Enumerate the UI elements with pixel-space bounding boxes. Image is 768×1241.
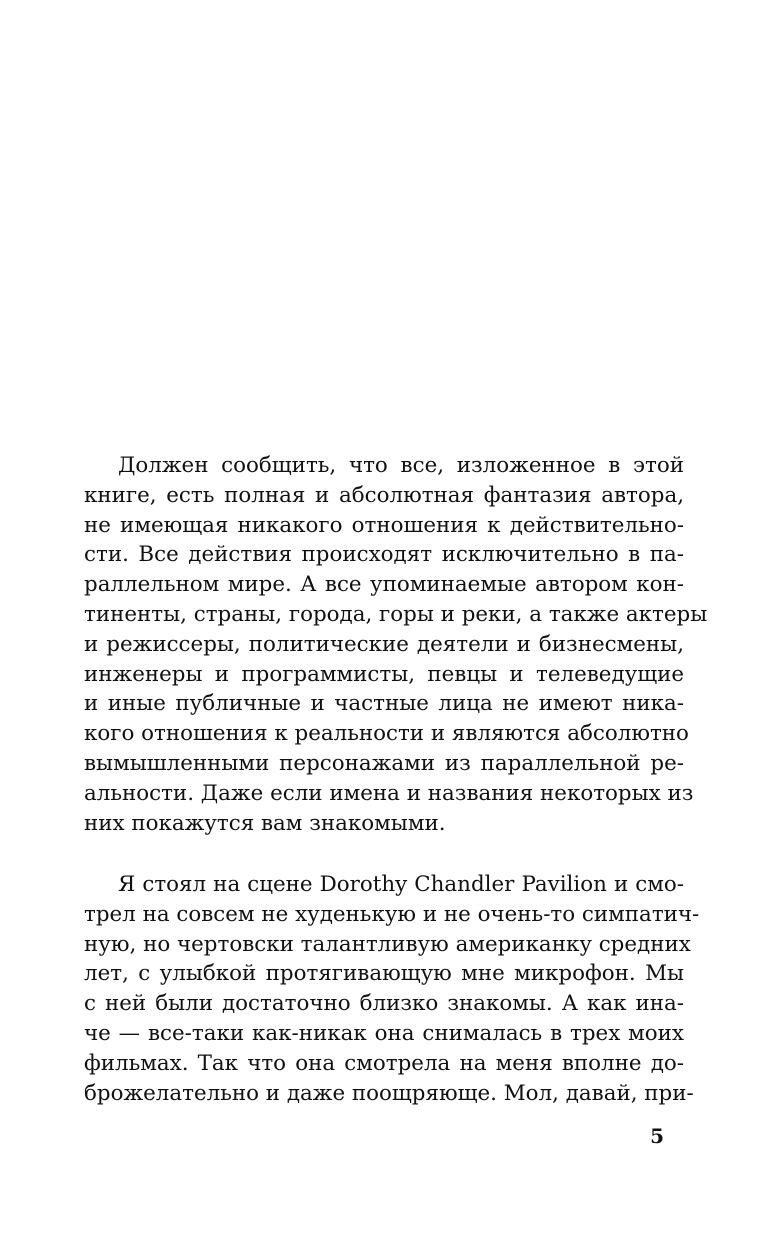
text-line: ную, но чертовски талантливую американку средних [84, 931, 691, 957]
text-line: Должен сообщить, что все, изложенное в этой [118, 453, 684, 478]
text-line: вымышленными персонажами из параллельной ре- [84, 750, 684, 776]
text-line: брожелательно и даже поощряюще. Мол, давай, при- [84, 1080, 694, 1106]
text-line: альности. Даже если имена и названия некоторых из [84, 780, 694, 806]
text-line: и режиссеры, политические деятели и бизнесмены, [84, 631, 684, 657]
text-line: них покажутся вам знакомыми. [84, 810, 446, 836]
text-line: книге, есть полная и абсолютная фантазия автора, [84, 482, 684, 508]
text-line: и иные публичные и частные лица не имеют ника- [84, 691, 684, 717]
text-line: Я стоял на сцене Dorothy Chandler Pavilion и смо- [118, 872, 684, 897]
text-line: фильмах. Так что она смотрела на меня вполне до- [84, 1050, 684, 1076]
text-line: тиненты, страны, города, горы и реки, а также актеры [84, 601, 708, 627]
text-line: лет, с улыбкой протягивающую мне микрофон. Мы [84, 961, 684, 987]
text-line: инженеры и программисты, певцы и телеведущие [84, 661, 684, 687]
disclaimer-paragraph [84, 451, 708, 838]
text-line: трел на совсем не худенькую и не очень-то симпатич- [84, 901, 700, 927]
text-line: сти. Все действия происходят исключительно в па- [84, 542, 684, 568]
text-line: с ней были достаточно близко знакомы. А как ина- [84, 991, 684, 1017]
text-line: раллельном мире. А все упоминаемые автором кон- [84, 572, 684, 598]
text-line: че — все-таки как-никак она снималась в трех моих [84, 1020, 684, 1046]
text-line: кого отношения к реальности и являются абсолютно [84, 721, 689, 747]
story-paragraph [84, 870, 700, 1108]
text-line: не имеющая никакого отношения к действительно- [84, 512, 684, 538]
page-number: 5 [650, 1124, 664, 1148]
